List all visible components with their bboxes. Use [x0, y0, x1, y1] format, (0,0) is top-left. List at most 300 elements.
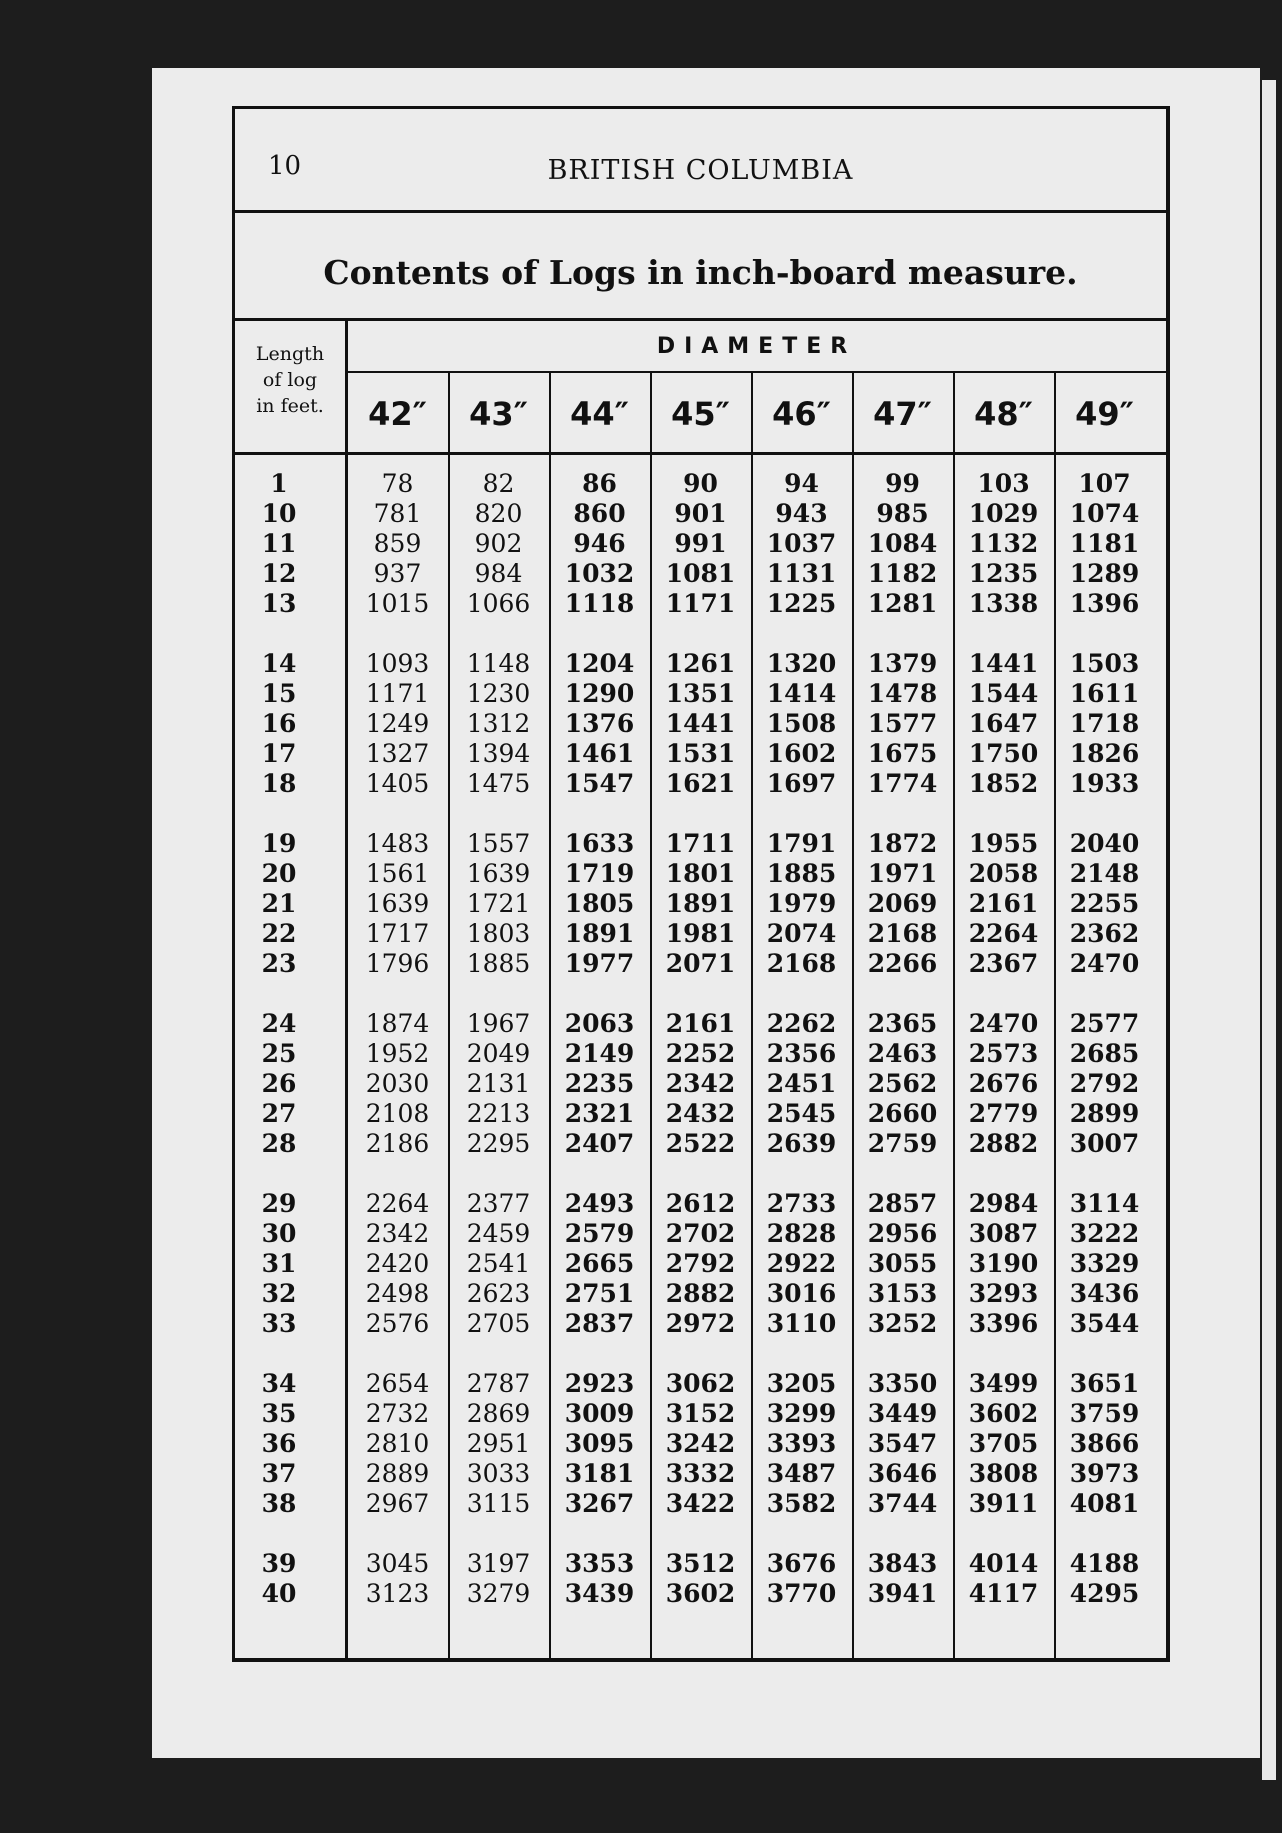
length-cell: 17 [261, 739, 297, 768]
value-cell: 2266 [867, 949, 938, 978]
page-number: 10 [268, 151, 302, 181]
value-cell: 2787 [466, 1369, 531, 1398]
value-cell: 2063 [564, 1009, 635, 1038]
value-cell: 1037 [766, 529, 837, 558]
value-cell: 3332 [665, 1459, 736, 1488]
value-cell: 1933 [1069, 769, 1140, 798]
value-cell: 2074 [766, 919, 837, 948]
value-cell: 2451 [766, 1069, 837, 1098]
value-cell: 1441 [665, 709, 736, 738]
value-cell: 2148 [1069, 859, 1140, 888]
length-cell: 19 [261, 829, 297, 858]
value-group [347, 1009, 448, 1159]
value-cell: 1891 [665, 889, 736, 918]
value-cell: 2365 [867, 1009, 938, 1038]
value-cell: 1249 [365, 709, 430, 738]
value-group [650, 829, 751, 979]
value-cell: 1979 [766, 889, 837, 918]
value-cell: 2685 [1069, 1039, 1140, 1068]
length-cell: 14 [261, 649, 297, 678]
value-group [751, 1009, 852, 1159]
value-cell: 1225 [766, 589, 837, 618]
value-cell: 1577 [867, 709, 938, 738]
value-group [448, 1369, 549, 1519]
value-cell: 3007 [1069, 1129, 1140, 1158]
value-cell: 2498 [365, 1279, 430, 1308]
value-cell: 2342 [665, 1069, 736, 1098]
value-group [1054, 1189, 1155, 1339]
stub-header-line: Length [255, 343, 325, 365]
table-frame [232, 106, 1170, 1662]
value-cell: 3759 [1069, 1399, 1140, 1428]
value-cell: 1483 [365, 829, 430, 858]
value-cell: 3705 [968, 1429, 1039, 1458]
value-cell: 1132 [968, 529, 1039, 558]
value-cell: 2828 [766, 1219, 837, 1248]
length-cell: 22 [261, 919, 297, 948]
value-group [751, 829, 852, 979]
value-group [650, 649, 751, 799]
value-cell: 4188 [1069, 1549, 1140, 1578]
value-cell: 1312 [466, 709, 531, 738]
value-cell: 1796 [365, 949, 430, 978]
column-header: 43″ [469, 395, 528, 433]
value-cell: 1320 [766, 649, 837, 678]
value-cell: 2407 [564, 1129, 635, 1158]
value-cell: 2837 [564, 1309, 635, 1338]
value-cell: 2882 [968, 1129, 1039, 1158]
value-group [448, 649, 549, 799]
length-cell: 27 [261, 1099, 297, 1128]
value-group [549, 1369, 650, 1519]
value-cell: 2792 [665, 1249, 736, 1278]
column-header: 42″ [368, 395, 427, 433]
value-cell: 3115 [466, 1489, 531, 1518]
column-headers [347, 373, 1166, 455]
value-group [953, 469, 1054, 619]
value-cell: 3973 [1069, 1459, 1140, 1488]
value-cell: 3009 [564, 1399, 635, 1428]
value-group [448, 469, 549, 619]
length-cell: 15 [261, 679, 297, 708]
length-cell: 30 [261, 1219, 297, 1248]
value-cell: 1639 [466, 859, 531, 888]
length-cell: 21 [261, 889, 297, 918]
value-cell: 3866 [1069, 1429, 1140, 1458]
length-cell: 31 [261, 1249, 297, 1278]
value-group [1054, 1549, 1155, 1609]
diameter-column [549, 469, 650, 1639]
value-cell: 1475 [466, 769, 531, 798]
value-cell: 3087 [968, 1219, 1039, 1248]
value-cell: 1547 [564, 769, 635, 798]
value-cell: 984 [474, 559, 523, 588]
length-column [235, 469, 345, 1639]
length-cell: 29 [261, 1189, 297, 1218]
value-cell: 1955 [968, 829, 1039, 858]
value-group [953, 1189, 1054, 1339]
value-cell: 2577 [1069, 1009, 1140, 1038]
running-head: BRITISH COLUMBIA [547, 155, 854, 186]
value-cell: 1394 [466, 739, 531, 768]
value-cell: 3544 [1069, 1309, 1140, 1338]
value-group [852, 1009, 953, 1159]
value-cell: 1204 [564, 649, 635, 678]
value-cell: 1531 [665, 739, 736, 768]
column-header: 46″ [772, 395, 831, 433]
value-cell: 2040 [1069, 829, 1140, 858]
table-title: Contents of Logs in inch-board measure. [323, 253, 1078, 292]
value-cell: 86 [582, 469, 617, 498]
value-cell: 2213 [466, 1099, 531, 1128]
value-cell: 1351 [665, 679, 736, 708]
value-cell: 3651 [1069, 1369, 1140, 1398]
value-cell: 3197 [466, 1549, 531, 1578]
value-group [1054, 1369, 1155, 1519]
value-cell: 3393 [766, 1429, 837, 1458]
value-cell: 2108 [365, 1099, 430, 1128]
value-cell: 3499 [968, 1369, 1039, 1398]
value-cell: 1647 [968, 709, 1039, 738]
value-cell: 1503 [1069, 649, 1140, 678]
length-cell: 18 [261, 769, 297, 798]
value-group [953, 1549, 1054, 1609]
value-group [549, 469, 650, 619]
length-cell: 38 [261, 1489, 297, 1518]
value-cell: 3293 [968, 1279, 1039, 1308]
value-cell: 2792 [1069, 1069, 1140, 1098]
value-cell: 2639 [766, 1129, 837, 1158]
value-cell: 2030 [365, 1069, 430, 1098]
value-cell: 3045 [365, 1549, 430, 1578]
diameter-column [751, 469, 852, 1639]
value-cell: 2759 [867, 1129, 938, 1158]
value-cell: 3808 [968, 1459, 1039, 1488]
value-cell: 3353 [564, 1549, 635, 1578]
value-cell: 2295 [466, 1129, 531, 1158]
value-cell: 2321 [564, 1099, 635, 1128]
length-group [235, 1189, 345, 1339]
value-cell: 1093 [365, 649, 430, 678]
value-cell: 2470 [1069, 949, 1140, 978]
value-cell: 2562 [867, 1069, 938, 1098]
value-cell: 1885 [466, 949, 531, 978]
value-cell: 2810 [365, 1429, 430, 1458]
value-cell: 2705 [466, 1309, 531, 1338]
length-group [235, 469, 345, 619]
value-cell: 1171 [365, 679, 430, 708]
length-cell: 35 [261, 1399, 297, 1428]
value-group [852, 1549, 953, 1609]
value-cell: 1405 [365, 769, 430, 798]
value-cell: 1379 [867, 649, 938, 678]
value-cell: 2161 [665, 1009, 736, 1038]
value-cell: 2889 [365, 1459, 430, 1488]
value-cell: 99 [885, 469, 920, 498]
value-cell: 90 [683, 469, 718, 498]
value-cell: 3582 [766, 1489, 837, 1518]
value-cell: 2459 [466, 1219, 531, 1248]
value-group [751, 1189, 852, 1339]
value-cell: 1774 [867, 769, 938, 798]
value-cell: 1602 [766, 739, 837, 768]
value-cell: 2869 [466, 1399, 531, 1428]
value-group [549, 829, 650, 979]
value-cell: 1633 [564, 829, 635, 858]
value-cell: 3911 [968, 1489, 1039, 1518]
value-cell: 1118 [564, 589, 635, 618]
value-cell: 1852 [968, 769, 1039, 798]
length-cell: 24 [261, 1009, 297, 1038]
value-group [953, 829, 1054, 979]
value-cell: 2654 [365, 1369, 430, 1398]
value-group [953, 1009, 1054, 1159]
value-cell: 1803 [466, 919, 531, 948]
value-cell: 107 [1078, 469, 1131, 498]
value-group [1054, 649, 1155, 799]
length-cell: 40 [261, 1579, 297, 1608]
value-cell: 2922 [766, 1249, 837, 1278]
value-cell: 1981 [665, 919, 736, 948]
value-cell: 3439 [564, 1579, 635, 1608]
stub-header-line: of log [262, 369, 318, 391]
value-cell: 2362 [1069, 919, 1140, 948]
value-cell: 1281 [867, 589, 938, 618]
stub-header-line: in feet. [256, 395, 324, 417]
stub-header [235, 321, 345, 455]
value-group [549, 649, 650, 799]
value-cell: 4014 [968, 1549, 1039, 1578]
value-cell: 1289 [1069, 559, 1140, 588]
value-cell: 3062 [665, 1369, 736, 1398]
value-cell: 2956 [867, 1219, 938, 1248]
length-group [235, 1369, 345, 1519]
value-cell: 3396 [968, 1309, 1039, 1338]
value-cell: 1874 [365, 1009, 430, 1038]
value-cell: 1084 [867, 529, 938, 558]
value-group [448, 1189, 549, 1339]
value-cell: 1338 [968, 589, 1039, 618]
value-cell: 1717 [365, 919, 430, 948]
scan-page-edge [1262, 80, 1276, 1780]
value-cell: 1611 [1069, 679, 1140, 708]
value-cell: 1461 [564, 739, 635, 768]
value-group [347, 649, 448, 799]
value-group [549, 1549, 650, 1609]
value-cell: 1327 [365, 739, 430, 768]
value-cell: 3267 [564, 1489, 635, 1518]
value-cell: 1290 [564, 679, 635, 708]
value-cell: 2751 [564, 1279, 635, 1308]
value-cell: 2779 [968, 1099, 1039, 1128]
value-cell: 3252 [867, 1309, 938, 1338]
diameter-column [1054, 469, 1155, 1639]
value-cell: 3114 [1069, 1189, 1140, 1218]
value-cell: 1718 [1069, 709, 1140, 738]
value-group [347, 1189, 448, 1339]
value-cell: 943 [775, 499, 828, 528]
column-header: 49″ [1075, 395, 1134, 433]
value-cell: 2984 [968, 1189, 1039, 1218]
length-cell: 37 [261, 1459, 297, 1488]
value-cell: 901 [674, 499, 727, 528]
value-cell: 985 [876, 499, 929, 528]
value-cell: 1171 [665, 589, 736, 618]
value-cell: 4117 [968, 1579, 1039, 1608]
length-group [235, 829, 345, 979]
length-cell: 12 [261, 559, 297, 588]
value-cell: 1885 [766, 859, 837, 888]
value-cell: 2463 [867, 1039, 938, 1068]
value-cell: 3205 [766, 1369, 837, 1398]
value-cell: 2972 [665, 1309, 736, 1338]
length-cell: 26 [261, 1069, 297, 1098]
value-cell: 2049 [466, 1039, 531, 1068]
value-cell: 3676 [766, 1549, 837, 1578]
value-cell: 3602 [665, 1579, 736, 1608]
value-cell: 1544 [968, 679, 1039, 708]
length-cell: 36 [261, 1429, 297, 1458]
value-cell: 1750 [968, 739, 1039, 768]
value-cell: 1148 [466, 649, 531, 678]
column-header: 44″ [570, 395, 629, 433]
value-cell: 1967 [466, 1009, 531, 1038]
value-cell: 2420 [365, 1249, 430, 1278]
value-cell: 859 [373, 529, 422, 558]
value-cell: 2522 [665, 1129, 736, 1158]
value-cell: 3422 [665, 1489, 736, 1518]
length-cell: 11 [261, 529, 297, 558]
value-cell: 1971 [867, 859, 938, 888]
value-cell: 820 [474, 499, 523, 528]
value-cell: 2356 [766, 1039, 837, 1068]
value-cell: 1719 [564, 859, 635, 888]
value-cell: 1872 [867, 829, 938, 858]
log-contents-table [235, 321, 1166, 1662]
value-cell: 3181 [564, 1459, 635, 1488]
value-cell: 1621 [665, 769, 736, 798]
length-cell: 10 [261, 499, 297, 528]
value-group [549, 1189, 650, 1339]
value-cell: 3646 [867, 1459, 938, 1488]
value-group [347, 1369, 448, 1519]
value-cell: 2069 [867, 889, 938, 918]
value-cell: 2576 [365, 1309, 430, 1338]
value-cell: 1131 [766, 559, 837, 588]
value-cell: 3436 [1069, 1279, 1140, 1308]
length-group [235, 1549, 345, 1609]
value-cell: 2951 [466, 1429, 531, 1458]
value-cell: 2168 [766, 949, 837, 978]
value-cell: 991 [674, 529, 727, 558]
value-cell: 3547 [867, 1429, 938, 1458]
column-header: 48″ [974, 395, 1033, 433]
value-cell: 4295 [1069, 1579, 1140, 1608]
diameter-column [347, 469, 448, 1639]
length-group [235, 1009, 345, 1159]
value-cell: 1791 [766, 829, 837, 858]
value-cell: 2923 [564, 1369, 635, 1398]
value-cell: 2255 [1069, 889, 1140, 918]
value-cell: 2470 [968, 1009, 1039, 1038]
value-cell: 2732 [365, 1399, 430, 1428]
value-cell: 781 [373, 499, 422, 528]
value-group [751, 1369, 852, 1519]
value-cell: 1441 [968, 649, 1039, 678]
value-cell: 1414 [766, 679, 837, 708]
value-group [347, 1549, 448, 1609]
value-cell: 2377 [466, 1189, 531, 1218]
length-cell: 13 [261, 589, 297, 618]
value-cell: 1675 [867, 739, 938, 768]
value-cell: 1557 [466, 829, 531, 858]
value-cell: 1182 [867, 559, 938, 588]
value-group [549, 1009, 650, 1159]
length-cell: 23 [261, 949, 297, 978]
value-cell: 78 [381, 469, 414, 498]
value-group [448, 829, 549, 979]
diameter-column [448, 469, 549, 1639]
diameter-spanner: DIAMETER [347, 321, 1166, 373]
value-cell: 2432 [665, 1099, 736, 1128]
value-cell: 3329 [1069, 1249, 1140, 1278]
value-cell: 2857 [867, 1189, 938, 1218]
value-group [650, 1009, 751, 1159]
value-cell: 94 [784, 469, 819, 498]
value-cell: 2545 [766, 1099, 837, 1128]
value-cell: 3744 [867, 1489, 938, 1518]
value-cell: 2342 [365, 1219, 430, 1248]
value-cell: 2186 [365, 1129, 430, 1158]
value-cell: 2660 [867, 1099, 938, 1128]
value-cell: 3299 [766, 1399, 837, 1428]
value-cell: 3512 [665, 1549, 736, 1578]
value-cell: 3602 [968, 1399, 1039, 1428]
value-cell: 3843 [867, 1549, 938, 1578]
value-cell: 2882 [665, 1279, 736, 1308]
value-cell: 1805 [564, 889, 635, 918]
value-cell: 1639 [365, 889, 430, 918]
table-title-row [235, 213, 1166, 321]
value-cell: 1508 [766, 709, 837, 738]
value-group [347, 469, 448, 619]
value-cell: 3016 [766, 1279, 837, 1308]
value-group [347, 829, 448, 979]
value-group [650, 1189, 751, 1339]
value-group [751, 469, 852, 619]
value-cell: 2071 [665, 949, 736, 978]
value-group [650, 1369, 751, 1519]
value-cell: 2623 [466, 1279, 531, 1308]
diameter-column [650, 469, 751, 1639]
value-cell: 3055 [867, 1249, 938, 1278]
value-cell: 3350 [867, 1369, 938, 1398]
value-cell: 902 [474, 529, 523, 558]
value-cell: 2702 [665, 1219, 736, 1248]
value-group [852, 649, 953, 799]
value-cell: 2058 [968, 859, 1039, 888]
value-cell: 2235 [564, 1069, 635, 1098]
value-cell: 1826 [1069, 739, 1140, 768]
value-group [751, 649, 852, 799]
value-cell: 1561 [365, 859, 430, 888]
value-cell: 937 [373, 559, 422, 588]
value-cell: 3153 [867, 1279, 938, 1308]
value-cell: 1261 [665, 649, 736, 678]
value-cell: 1181 [1069, 529, 1140, 558]
value-cell: 3123 [365, 1579, 430, 1608]
value-cell: 2579 [564, 1219, 635, 1248]
